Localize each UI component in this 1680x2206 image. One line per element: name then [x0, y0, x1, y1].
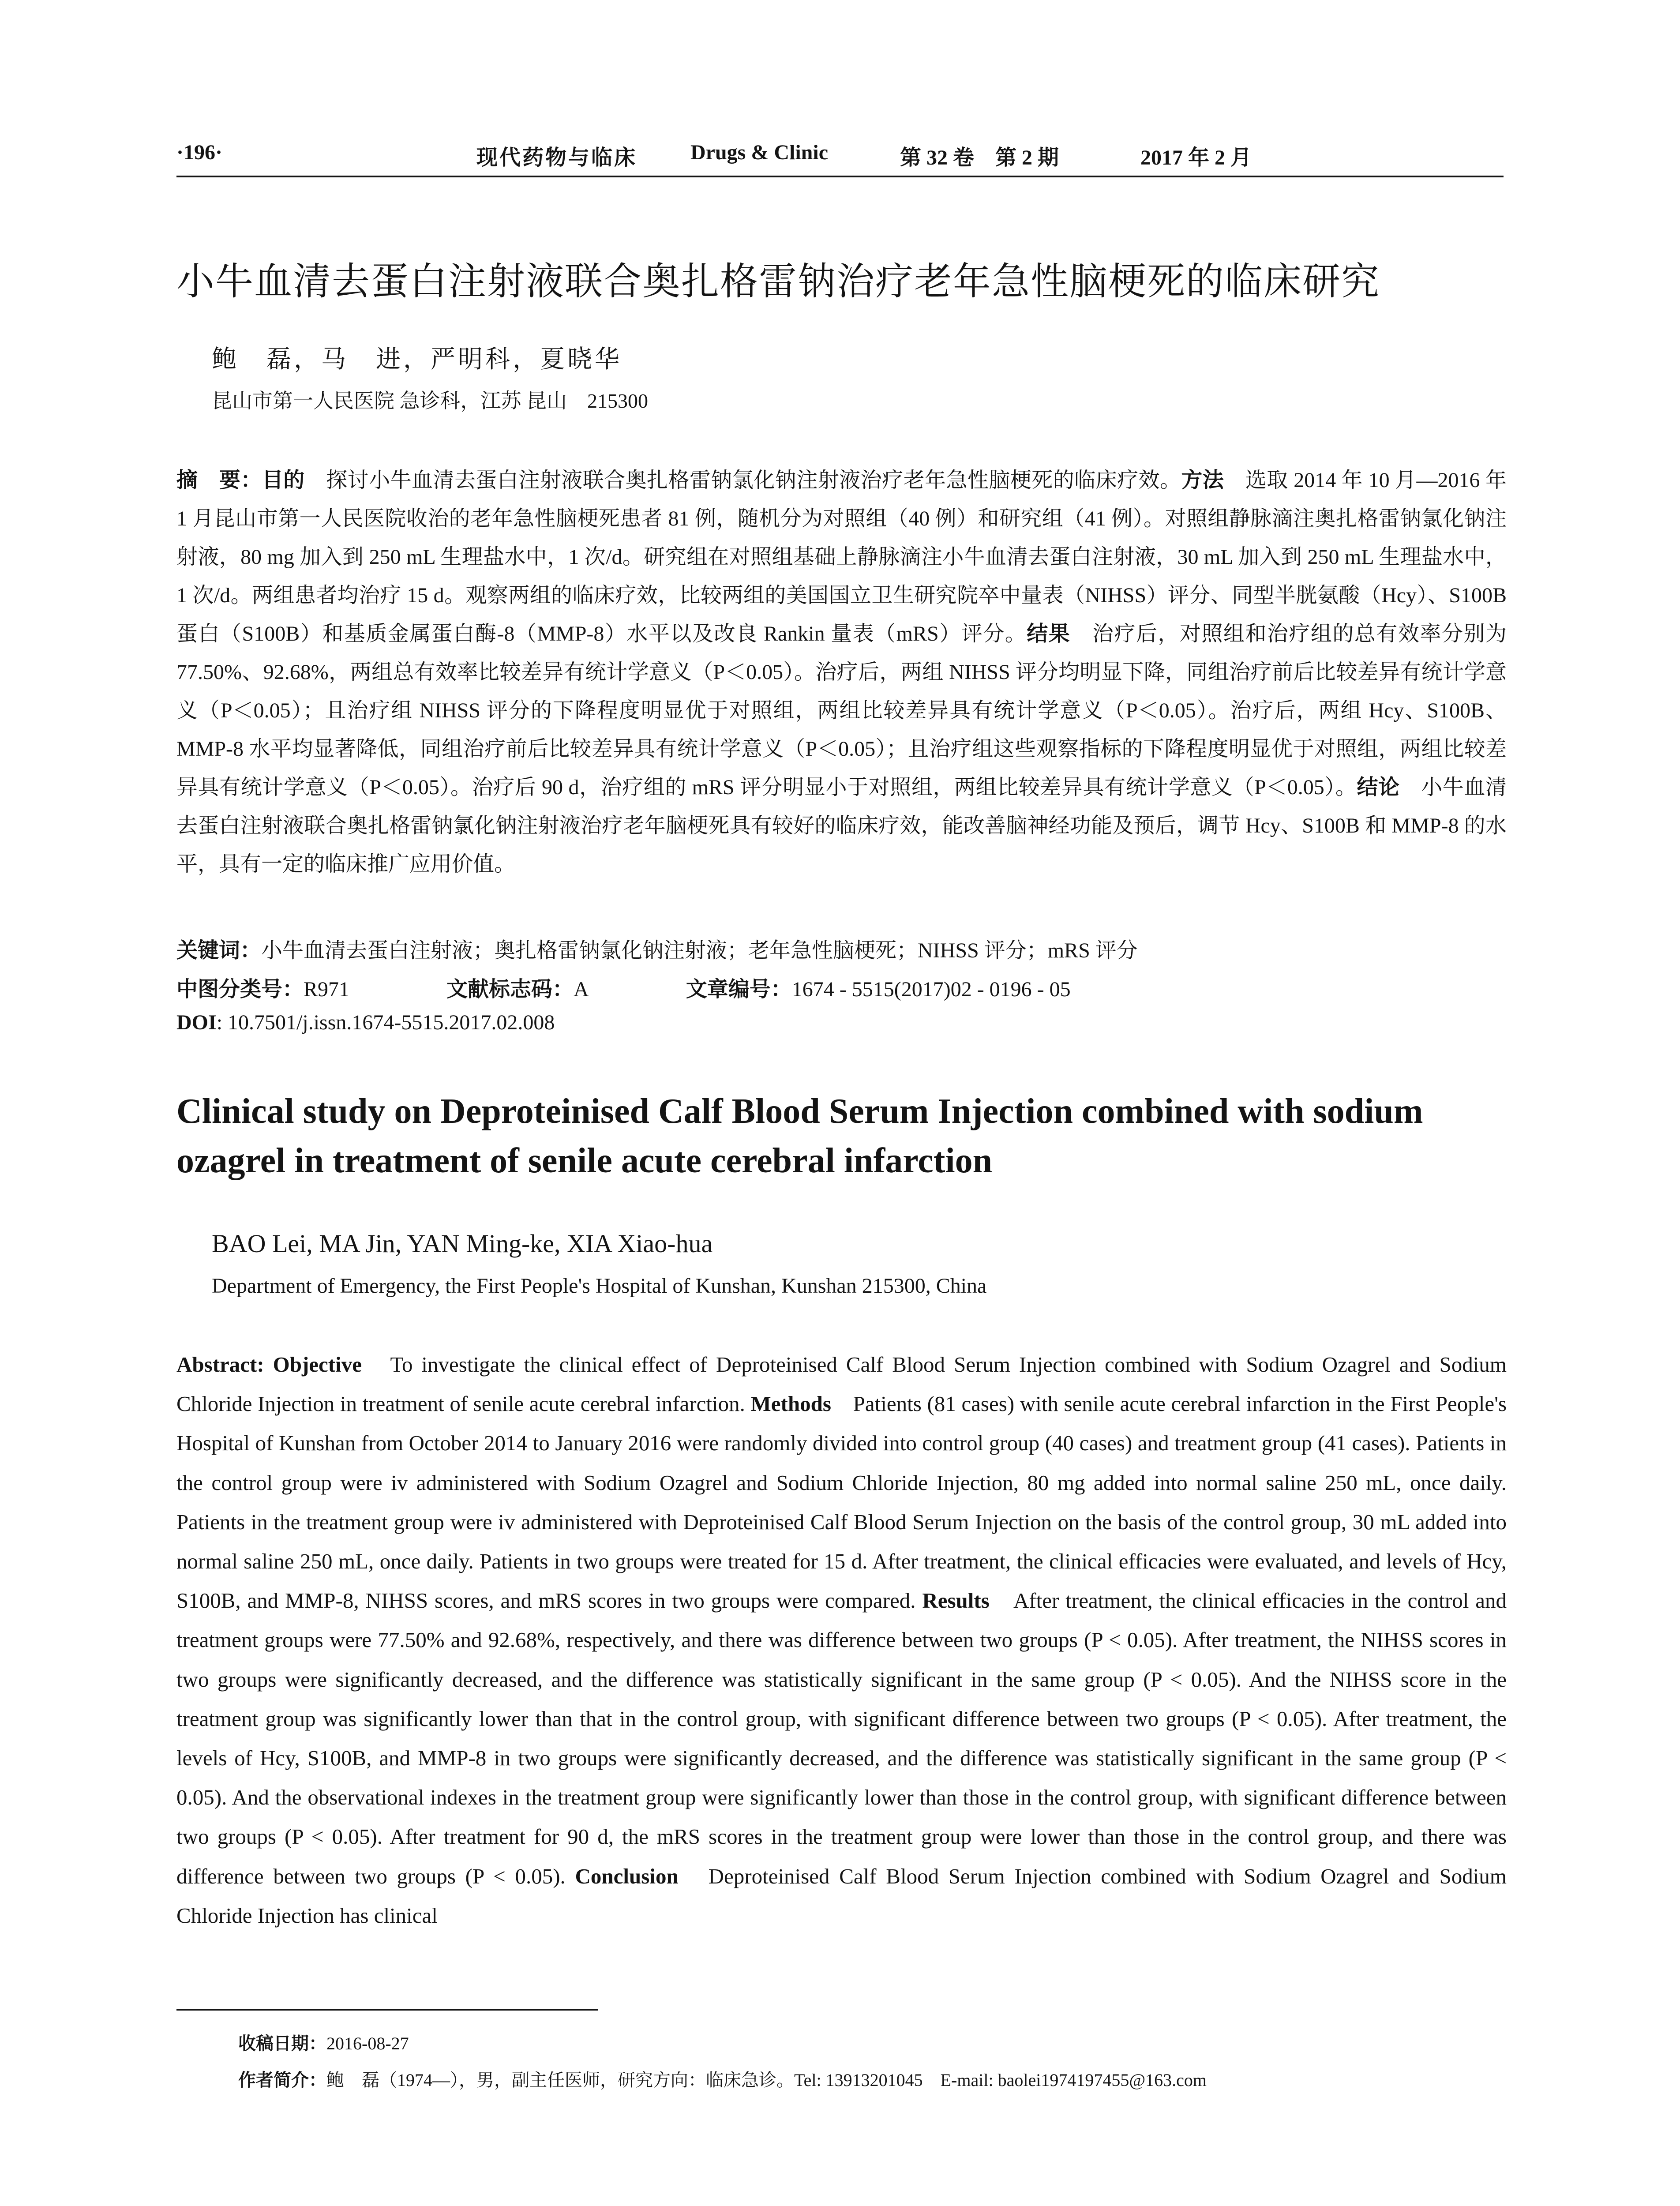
conclusion-text-en: Deproteinised Calf Blood Serum Injection combined with Sodium Ozagrel and Sodium Chloride Injection has clinical — [176, 1864, 1507, 1928]
results-label-cn: 结果 — [1027, 621, 1071, 646]
running-header — [176, 140, 1504, 176]
classification-line — [176, 972, 1071, 1002]
received-value: 2016-08-27 — [326, 2033, 409, 2053]
clc-label: 中图分类号： — [176, 977, 304, 1002]
methods-label-cn: 方法 — [1181, 468, 1224, 492]
objective-label-cn: 目的 — [262, 468, 305, 492]
article-title-cn: 小牛血清去蛋白注射液联合奥扎格雷钠治疗老年急性脑梗死的临床研究 — [176, 259, 1380, 304]
methods-text-cn: 选取 2014 年 10 月—2016 年 1 月昆山市第一人民医院收治的老年急性脑梗死患者 81 例，随机分为对照组（40 例）和研究组（41 例）。对照组静脉滴注奥扎格雷钠氯化钠注射液，80 mg 加入到 250 mL 生理盐水中，1 次/d。研究组在对照组基础上静脉滴注小牛血清去蛋白注射液，30 mL 加入到 250 mL 生理盐水中，1 次/d。两组患者均治疗 15 d。观察两组的临床疗效，比较两组的美国国立卫生研究院卒中量表（NIHSS）评分、同型半胱氨酸（Hcy）、S100B 蛋白（S100B）和基质金属蛋白酶-8（MMP-8）水平以及改良 Rankin 量表（mRS）评分。 — [176, 469, 1507, 645]
clc-value: R971 — [304, 978, 350, 1001]
keywords-text: 小牛血清去蛋白注射液；奥扎格雷钠氯化钠注射液；老年急性脑梗死；NIHSS 评分；mRS 评分 — [261, 939, 1138, 962]
author-bio-label: 作者简介： — [238, 2070, 326, 2090]
journal-name-cn: 现代药物与临床 — [476, 146, 638, 169]
header-rule — [176, 176, 1504, 177]
issue-date: 2017 年 2 月 — [1140, 146, 1252, 169]
doi-line — [176, 1010, 555, 1035]
received-date — [238, 2030, 409, 2055]
results-text-en: After treatment, the clinical efficacies in the control and treatment groups were 77.50% and 92.68%, respectively, and there was difference between two groups (P < 0.05). After treatment, the NIHSS scores in two groups were significantly decreased, and the difference was statistically significant in the same group (P < 0.05). And the NIHSS score in the treatment group was significantly lower than that in the control group, with significant difference between two groups (P < 0.05). After treatment, the levels of Hcy, S100B, and MMP-8 in two groups were significantly decreased, and the difference was statistically significant in the same group (P < 0.05). And the observational indexes in the treatment group were significantly lower than those in the control group, with significant difference between two groups (P < 0.05). After treatment for 90 d, the mRS scores in the treatment group were lower than those in the control group, and there was difference between two groups (P < 0.05). — [176, 1588, 1507, 1888]
doc-code-label: 文献标志码： — [446, 977, 574, 1002]
doi-value: : 10.7501/j.issn.1674-5515.2017.02.008 — [216, 1011, 555, 1034]
objective-text-en: To investigate the clinical effect of Deproteinised Calf Blood Serum Injection combined with Sodium Ozagrel and Sodium Chloride Injection in treatment of senile acute cerebral infarction. — [176, 1352, 1507, 1416]
conclusion-label-en: Conclusion — [575, 1864, 679, 1888]
methods-label-en: Methods — [750, 1392, 831, 1416]
volume-issue: 第 32 卷 第 2 期 — [900, 146, 1059, 169]
author-bio-text: 鲍 磊（1974—），男，副主任医师，研究方向：临床急诊。Tel: 13913201045 E-mail: baolei1974197455@163.com — [326, 2070, 1207, 2090]
conclusion-text-cn: 小牛血清去蛋白注射液联合奥扎格雷钠氯化钠注射液治疗老年脑梗死具有较好的临床疗效，能改善脑神经功能及预后，调节 Hcy、S100B 和 MMP-8 的水平，具有一定的临床推广应用价值。 — [176, 776, 1507, 876]
results-text-cn: 治疗后，对照组和治疗组的总有效率分别为 77.50%、92.68%，两组总有效率比较差异有统计学意义（P＜0.05）。治疗后，两组 NIHSS 评分均明显下降，同组治疗前后比较差异有统计学意义（P＜0.05）；且治疗组 NIHSS 评分的下降程度明显优于对照组，两组比较差异具有统计学意义（P＜0.05）。治疗后，两组 Hcy、S100B、MMP-8 水平均显著降低，同组治疗前后比较差异具有统计学意义（P＜0.05）；且治疗组这些观察指标的下降程度明显优于对照组，两组比较差异具有统计学意义（P＜0.05）。治疗后 90 d，治疗组的 mRS 评分明显小于对照组，两组比较差异具有统计学意义（P＜0.05）。 — [176, 622, 1507, 799]
conclusion-label-cn: 结论 — [1357, 775, 1400, 799]
affiliation-cn: 昆山市第一人民医院 急诊科，江苏 昆山 215300 — [212, 390, 648, 412]
article-id-label: 文章编号： — [686, 977, 792, 1002]
received-label: 收稿日期： — [238, 2033, 326, 2054]
page-number: ·196· — [176, 141, 223, 164]
footnote-rule — [176, 2009, 598, 2011]
abstract-cn-label: 摘 要： — [176, 468, 262, 492]
journal-name-en: Drugs & Clinic — [690, 141, 828, 164]
objective-text-cn: 探讨小牛血清去蛋白注射液联合奥扎格雷钠氯化钠注射液治疗老年急性脑梗死的临床疗效。 — [304, 469, 1181, 492]
keywords-label: 关键词： — [176, 938, 262, 963]
results-label-en: Results — [922, 1588, 990, 1613]
doi-label: DOI — [176, 1011, 217, 1034]
abstract-cn — [176, 461, 1507, 883]
affiliation-en: Department of Emergency, the First People's Hospital of Kunshan, Kunshan 215300, China — [212, 1274, 987, 1298]
methods-text-en: Patients (81 cases) with senile acute cerebral infarction in the First People's Hospital of Kunshan from October 2014 to January 2016 were randomly divided into control group (40 cases) and treatment group (41 cases). Patients in the control group were iv administered with Sodium Ozagrel and Sodium Chloride Injection, 80 mg added into normal saline 250 mL, once daily. Patients in the treatment group were iv administered with Deproteinised Calf Blood Serum Injection on the basis of the control group, 30 mL added into normal saline 250 mL, once daily. Patients in two groups were treated for 15 d. After treatment, the clinical efficacies were evaluated, and levels of Hcy, S100B, and MMP-8, NIHSS scores, and mRS scores in two groups were compared. — [176, 1392, 1507, 1613]
author-bio — [238, 2066, 1207, 2091]
article-title-en: Clinical study on Deproteinised Calf Blood Serum Injection combined with sodium ozagrel in treatment of senile acute cerebral infarction — [176, 1092, 1423, 1180]
authors-cn: 鲍 磊，马 进，严明科，夏晓华 — [212, 346, 622, 373]
authors-en: BAO Lei, MA Jin, YAN Ming-ke, XIA Xiao-hua — [212, 1229, 713, 1258]
abstract-en — [176, 1345, 1507, 1935]
keywords — [176, 933, 1138, 964]
abstract-en-label: Abstract: Objective — [176, 1352, 362, 1377]
article-id-value: 1674 - 5515(2017)02 - 0196 - 05 — [791, 978, 1071, 1001]
doc-code-value: A — [574, 978, 589, 1001]
